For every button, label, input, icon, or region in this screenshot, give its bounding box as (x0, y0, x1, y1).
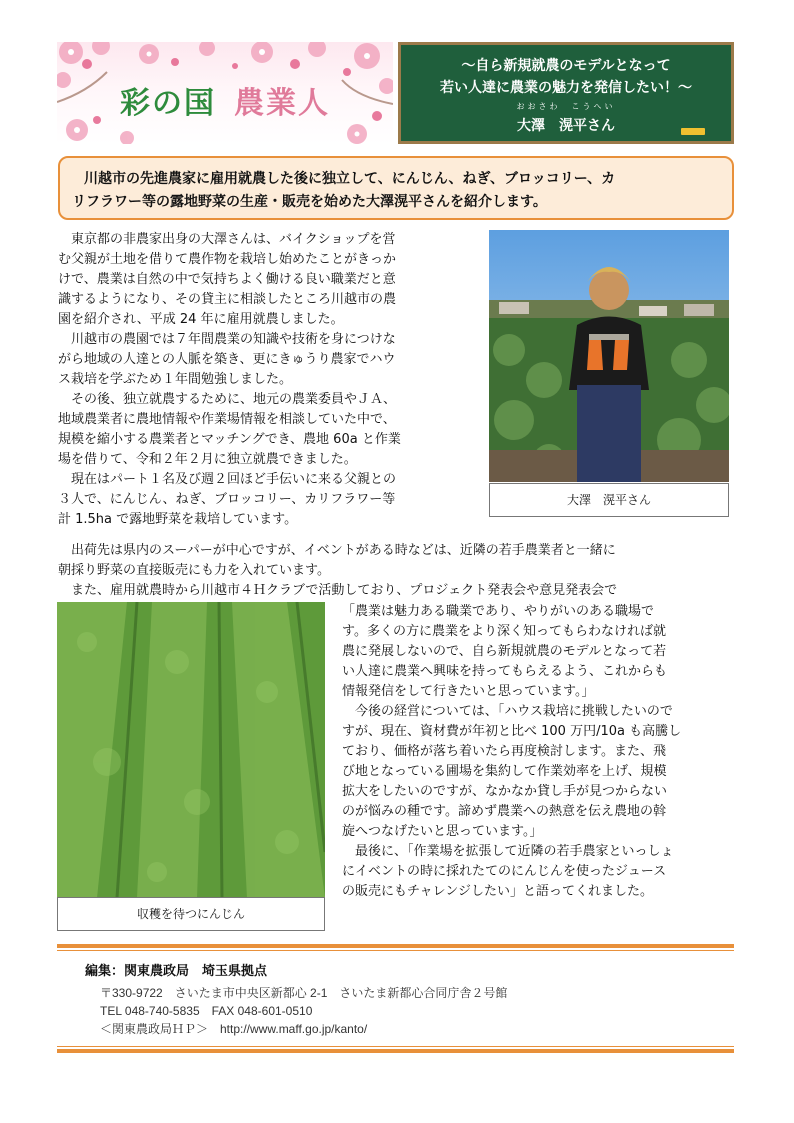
carrot-field-caption: 収穫を待つにんじん (57, 897, 325, 931)
text-line: 出荷先は県内のスーパーが中心ですが、イベントがある時などは、近隣の若手農業者と一緒に (58, 543, 616, 558)
text-line: 今後の経営については、「ハウス栽培に挑戦したいので (342, 704, 673, 719)
farmer-photo-caption: 大澤 滉平さん (489, 483, 729, 517)
text-line: 川越市の農園では７年間農業の知識や技術を身につけな (58, 332, 396, 347)
footer-rule-bottom (57, 1049, 734, 1053)
banner-title-2: 農業人 (234, 86, 330, 121)
text-line: 「農業は魅力ある職業であり、やりがいのある職場で (342, 604, 655, 619)
text-line: 規模を縮小する農業者とマッチングでき、農地 60a と作業 (58, 432, 401, 447)
paragraph-2 (58, 330, 483, 390)
text-line: む父親が土地を借りて農作物を栽培し始めたことがきっか (58, 252, 397, 267)
text-line: また、雇用就農時から川越市４Ｈクラブで活動しており、プロジェクト発表会や意見発表会で (58, 583, 618, 598)
subtitle-line-2: 若い人達に農業の魅力を発信したい！～ (440, 80, 692, 96)
footer-address: 〒330-9722 さいたま市中央区新都心 2-1 さいたま新都心合同庁舎２号館 (100, 986, 508, 1000)
text-line: の販売にもチャレンジしたい」と語ってくれました。 (342, 884, 653, 899)
footer-editor: 編集：関東農政局 埼玉県拠点 (85, 964, 268, 979)
body-column-top (58, 230, 483, 530)
person-name: 大澤 滉平さん (517, 118, 615, 134)
lead-line-2: リフラワー等の露地野菜の生産・販売を始めた大澤滉平さんを紹介します。 (72, 194, 547, 210)
text-line: 最後に、「作業場を拡張して近隣の若手農家といっしょ (342, 844, 674, 859)
header-banner (57, 42, 393, 144)
footer-phone: TEL 048-740-5835 FAX 048-601-0510 (100, 1004, 313, 1018)
text-line: 地域農業者に農地情報や作業場情報を相談していた中で、 (58, 412, 396, 427)
text-line: けで、農業は自然の中で気持ちよく働ける良い職業だと意 (58, 272, 396, 287)
lead-box (58, 156, 734, 220)
paragraph-6 (332, 602, 736, 902)
paragraph-3 (58, 390, 483, 470)
text-line: 朝採り野菜の直接販売にも力を入れています。 (58, 563, 330, 578)
subtitle-line-1: ～自ら新規就農のモデルとなって (461, 58, 671, 74)
paragraph-5 (58, 541, 738, 601)
text-line: その後、独立就農するために、地元の農業委員やＪＡ、 (58, 392, 397, 407)
text-line: 情報発信をして行きたいと思っています。」 (342, 684, 595, 699)
text-line: 場を借りて、令和２年２月に独立就農できました。 (58, 452, 357, 467)
chalk-icon (681, 128, 705, 135)
text-line: にイベントの時に採れたてのにんじんを使ったジュース (342, 864, 667, 879)
banner-title-1: 彩の国 (120, 86, 216, 121)
text-line: ており、価格が落ち着いたら再度検討します。また、飛 (342, 744, 666, 759)
text-line: び地となっている圃場を集約して作業効率を上げ、規模 (342, 764, 667, 779)
farmer-photo (489, 230, 729, 482)
paragraph-1 (58, 230, 483, 330)
text-line: 旋へつなげたいと思っています。」 (342, 824, 543, 839)
paragraph-4 (58, 470, 483, 530)
footer-rule-bottom-thin (57, 1046, 734, 1047)
header-board (398, 42, 734, 144)
text-line: すが、現在、資材費が年初と比べ 100 万円/10a も高騰し (342, 724, 682, 739)
text-line: 識するようになり、その貸主に相談したところ川越市の農 (58, 292, 397, 307)
text-line: 拡大をしたいのですが、なかなか貸し手が見つからない (342, 784, 668, 799)
text-line: のが悩みの種です。諦めず農業への熱意を伝え農地の斡 (342, 804, 666, 819)
footer-rule-top (57, 944, 734, 948)
text-line: ３人で、にんじん、ねぎ、ブロッコリー、カリフラワー等 (58, 492, 396, 507)
lead-line-1: 川越市の先進農家に雇用就農した後に独立して、にんじん、ねぎ、ブロッコリー、カ (84, 171, 616, 187)
footer-website-link[interactable]: ＜関東農政局ＨＰ＞ http://www.maff.go.jp/kanto/ (100, 1022, 368, 1036)
carrot-field-photo (57, 602, 325, 898)
text-line: い人達に農業へ興味を持ってもらえるよう、これからも (342, 664, 668, 679)
text-line: す。多くの方に農業をより深く知ってもらわなければ就 (342, 624, 666, 639)
text-line: がら地域の人達との人脈を築き、更にきゅうり農家でハウ (58, 352, 396, 367)
text-line: 園を紹介され、平成 24 年に雇用就農しました。 (58, 312, 344, 327)
name-ruby: おおさわ こうへい (516, 102, 616, 111)
banner-title (57, 78, 393, 122)
text-line: 現在はパート１名及び週２回ほど手伝いに来る父親との (58, 472, 397, 487)
text-line: 東京都の非農家出身の大澤さんは、バイクショップを営 (58, 232, 396, 247)
text-line: 計 1.5ha で露地野菜を栽培しています。 (58, 512, 298, 527)
text-line: 農に発展しないので、自ら新規就農のモデルとなって若 (342, 644, 667, 659)
text-line: ス栽培を学ぶため１年間勉強しました。 (58, 372, 293, 387)
footer-rule-top-thin (57, 950, 734, 951)
